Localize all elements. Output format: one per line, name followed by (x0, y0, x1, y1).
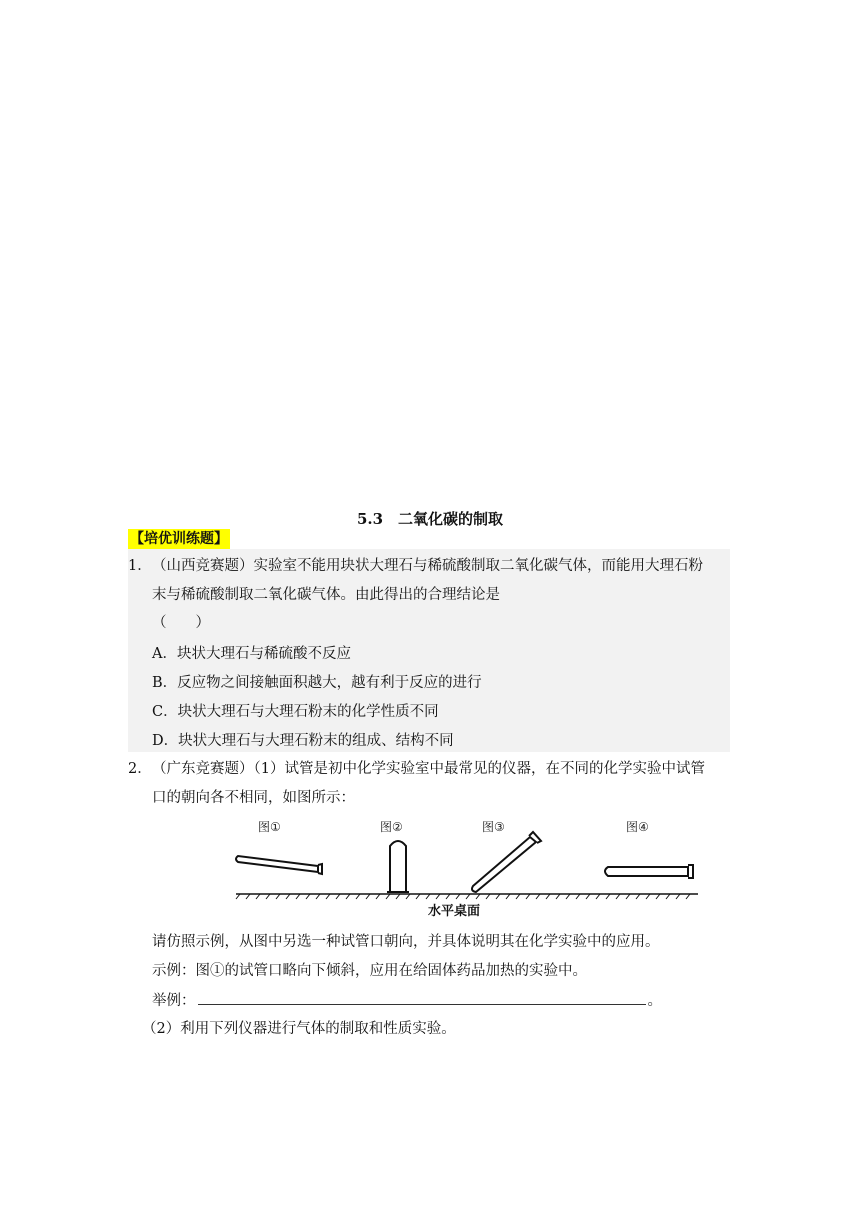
test-tube-2-icon (387, 841, 409, 892)
test-tube-figure (230, 812, 700, 922)
page-title: 5.3 二氧化碳的制取 (356, 510, 504, 528)
test-tube-1-icon (236, 856, 322, 874)
question-1-number: 1． (128, 558, 152, 574)
answer-blank[interactable] (198, 990, 646, 1005)
example-text: 示例：图①的试管口略向下倾斜，应用在给固体药品加热的实验中。 (152, 963, 587, 979)
answer-line (152, 990, 662, 1011)
instruction-text: 请仿照示例，从图中另选一种试管口朝向，并具体说明其在化学实验中的应用。 (152, 934, 660, 950)
answer-end: 。 (647, 993, 662, 1009)
question-1-line-1: （山西竞赛题）实验室不能用块状大理石与稀硫酸制取二氧化碳气体，而能用大理石粉 (152, 558, 703, 574)
answer-parentheses: （ ） (152, 615, 210, 631)
option-b: B．反应物之间接触面积越大，越有利于反应的进行 (152, 675, 482, 691)
part-2-text: （2）利用下列仪器进行气体的制取和性质实验。 (142, 1021, 456, 1037)
option-c: C．块状大理石与大理石粉末的化学性质不同 (152, 704, 439, 720)
answer-label: 举例： (152, 993, 196, 1009)
figure-label-3: 图③ (482, 820, 505, 834)
table-surface-label: 水平桌面 (428, 904, 481, 919)
table-surface (236, 894, 698, 899)
figure-label-1: 图① (258, 820, 281, 834)
option-d: D．块状大理石与大理石粉末的组成、结构不同 (152, 733, 454, 749)
test-tube-3-icon (472, 832, 541, 892)
question-1-line-2: 末与稀硫酸制取二氧化碳气体。由此得出的合理结论是 (152, 587, 500, 603)
question-2-line-2: 口的朝向各不相同，如图所示： (152, 790, 355, 806)
figure-label-4: 图④ (626, 820, 649, 834)
question-2-number: 2． (128, 761, 152, 777)
test-tube-4-icon (605, 865, 693, 878)
section-tag: 【培优训练题】 (130, 531, 228, 547)
figure-label-2: 图② (380, 820, 403, 834)
option-a: A．块状大理石与稀硫酸不反应 (152, 646, 351, 662)
question-2-line-1: （广东竞赛题）（1）试管是初中化学实验室中最常见的仪器，在不同的化学实验中试管 (152, 761, 705, 777)
